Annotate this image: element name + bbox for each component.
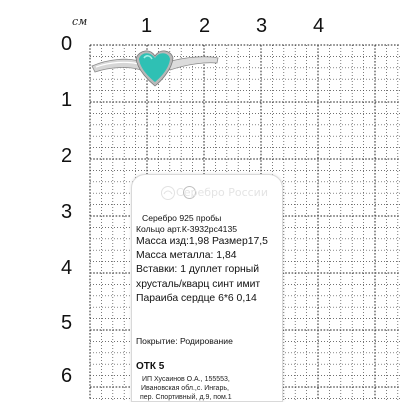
y-mark-6: 6 <box>61 365 73 387</box>
brand-watermark: Серебро России <box>176 186 268 199</box>
x-mark-1: 1 <box>141 15 153 37</box>
y-mark-2: 2 <box>61 145 73 167</box>
tag-line-metal-weight: Масса металла: 1,84 <box>136 250 237 261</box>
tag-maker-line-1: ИП Хусаинов О.А., 155553, <box>142 376 230 383</box>
y-mark-3: 3 <box>61 201 73 223</box>
unit-label-cm: см <box>72 15 88 28</box>
tag-coating: Покрытие: Родирование <box>136 336 233 346</box>
ring <box>92 51 218 86</box>
y-mark-1: 1 <box>61 89 73 111</box>
y-mark-0: 0 <box>61 33 73 55</box>
tag-line-silver: Серебро 925 пробы <box>142 213 222 223</box>
tag-line-crystal: хрусталь/кварц синт имит <box>136 279 261 290</box>
tag-maker-line-2: Ивановская обл.,с. Ингарь, <box>141 385 229 392</box>
y-mark-5: 5 <box>61 312 73 334</box>
tag-otk: ОТК 5 <box>136 361 165 372</box>
tag-line-weight: Масса изд:1,98 Размер17,5 <box>136 236 268 247</box>
y-mark-4: 4 <box>61 257 73 279</box>
tag-maker-line-3: пер. Спортивный, д.9, пом.1 <box>140 394 232 401</box>
tag-line-paraiba: Параиба сердце 6*6 0,14 <box>136 293 257 304</box>
x-mark-3: 3 <box>256 15 268 37</box>
x-mark-2: 2 <box>199 15 211 37</box>
x-mark-4: 4 <box>313 15 325 37</box>
tag-line-article: Кольцо арт.К-3932рс4135 <box>136 224 238 234</box>
product-tag <box>131 174 283 402</box>
tag-line-inserts: Вставки: 1 дуплет горный <box>136 264 260 275</box>
